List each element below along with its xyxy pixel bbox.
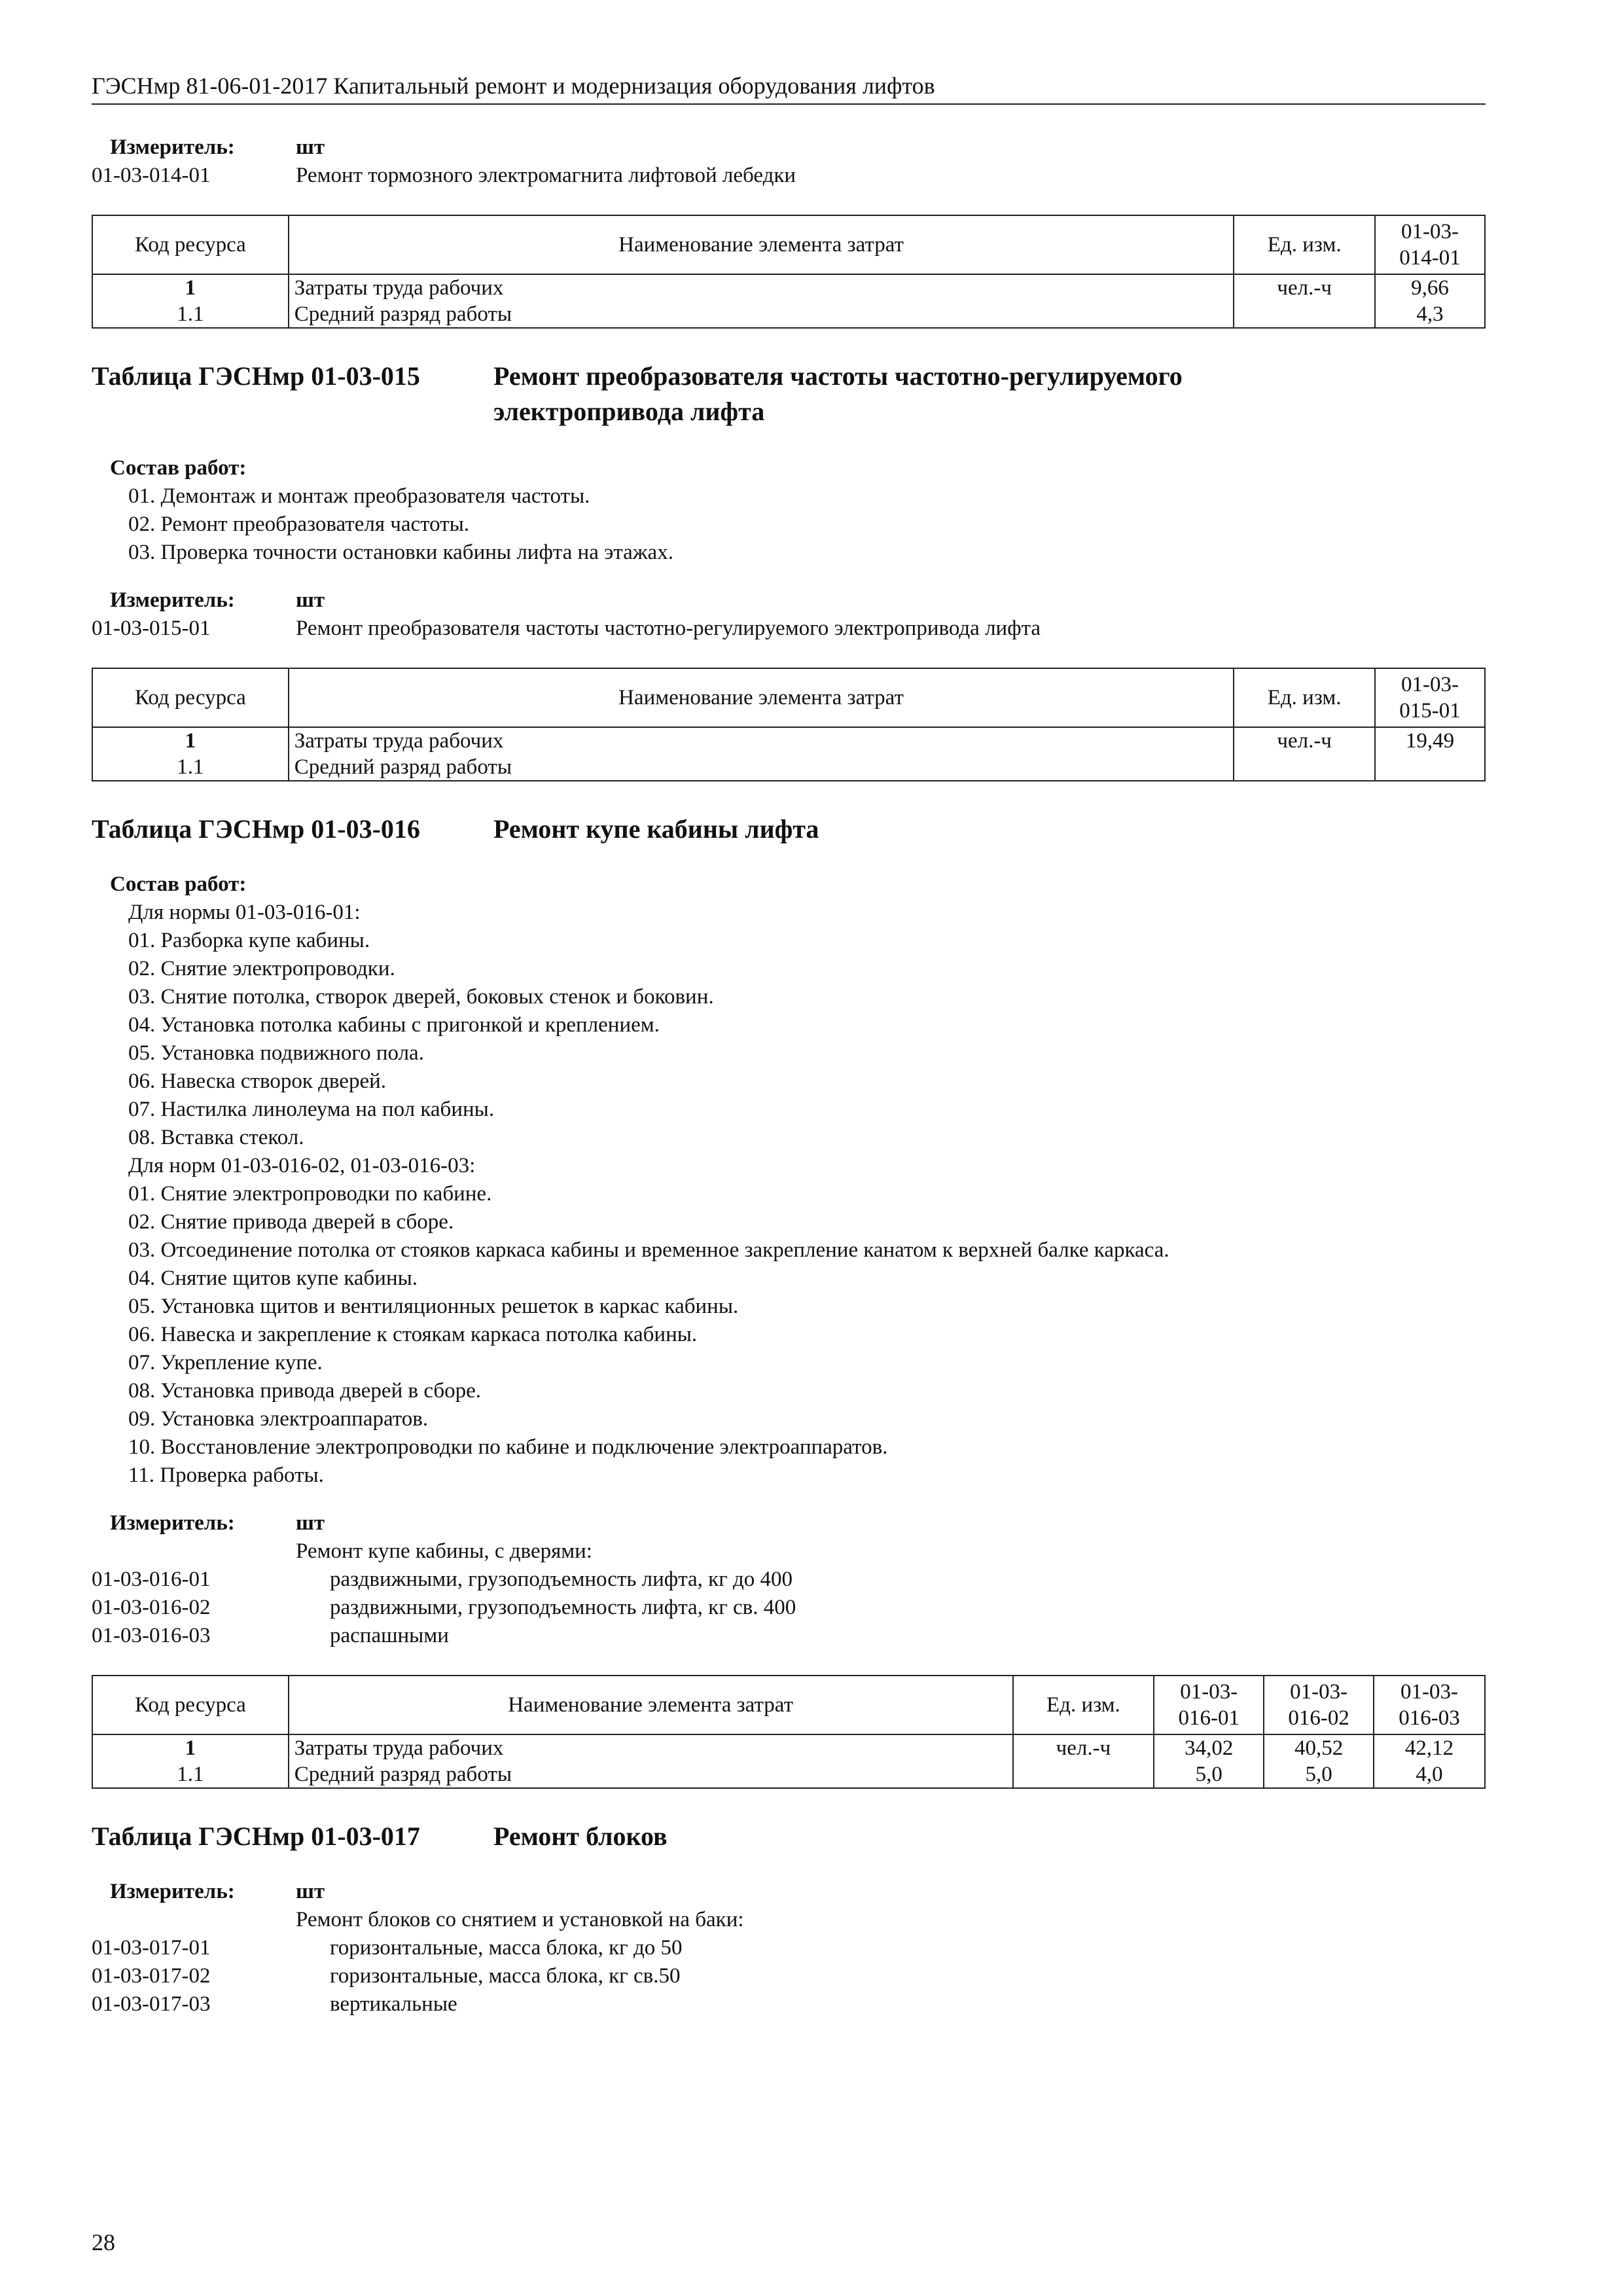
work-item: 03. Отсоединение потолка от стояков каркаса кабины и временное закрепление канатом к верхней балке каркаса.: [128, 1238, 1169, 1262]
table-header-row: [92, 215, 1485, 274]
col-unit-header: Ед. изм.: [1234, 215, 1375, 274]
work-item: 07. Настилка линолеума на пол кабины.: [128, 1098, 495, 1121]
measure-row: [92, 1509, 1486, 1537]
col-name-header: Наименование элемента затрат: [289, 1676, 1013, 1734]
group-row: [92, 1537, 1486, 1566]
cell-code: 1.1: [92, 301, 289, 328]
norm-description: горизонтальные, масса блока, кг св.50: [330, 1964, 681, 1988]
section-01-03-017: [92, 1819, 1486, 2018]
work-item: 10. Восстановление электропроводки по кабине и подключение электроаппаратов.: [128, 1435, 888, 1459]
measure-unit: шт: [296, 135, 325, 159]
work-composition-label: Состав работ:: [110, 456, 247, 480]
col-norm-header: 01-03- 014-01: [1375, 215, 1485, 274]
work-item: 08. Вставка стекол.: [128, 1126, 304, 1149]
work-item: 02. Снятие привода дверей в сборе.: [128, 1210, 454, 1234]
col-norm-header: [1264, 1676, 1374, 1734]
cell-name: Затраты труда рабочих: [289, 727, 1234, 754]
norm-description: раздвижными, грузоподъемность лифта, кг до 400: [330, 1568, 793, 1591]
measure-row: [92, 1878, 1486, 1906]
measure-unit: шт: [296, 1511, 325, 1535]
cell-value: [1375, 754, 1485, 781]
table-title: [92, 1819, 1486, 1854]
measure-label: Измеритель:: [110, 1880, 235, 1903]
table-number: Таблица ГЭСНмр 01-03-015: [92, 361, 420, 391]
col-norm-header: [1154, 1676, 1264, 1734]
resource-table-016: [92, 1675, 1486, 1789]
work-item: 07. Укрепление купе.: [128, 1351, 323, 1374]
norm-description: раздвижными, грузоподъемность лифта, кг св. 400: [330, 1596, 796, 1619]
col-norm-code-b: 016-01: [1178, 1706, 1240, 1730]
col-code-header: Код ресурса: [92, 668, 289, 727]
col-norm-code-b: 016-03: [1399, 1706, 1460, 1730]
col-norm-code-a: 01-03-: [1180, 1680, 1238, 1704]
cell-code: 1: [92, 274, 289, 301]
table-title: [92, 359, 1486, 429]
cell-unit: [1013, 1761, 1154, 1788]
work-item: 05. Установка подвижного пола.: [128, 1041, 424, 1065]
cell-unit: [1234, 301, 1375, 328]
cell-value: 9,66: [1375, 274, 1485, 301]
col-name-header: Наименование элемента затрат: [289, 668, 1234, 727]
table-row: [92, 754, 1485, 781]
resource-table-015: [92, 668, 1486, 781]
cell-value: 19,49: [1375, 727, 1485, 754]
work-item: Для нормы 01-03-016-01:: [128, 901, 361, 924]
table-row: [92, 301, 1485, 328]
measure-label: Измеритель:: [110, 588, 235, 612]
cell-unit: чел.-ч: [1234, 727, 1375, 754]
work-item: 01. Снятие электропроводки по кабине.: [128, 1182, 492, 1206]
cell-name: Средний разряд работы: [289, 301, 1234, 328]
table-name: Ремонт блоков: [493, 1821, 668, 1851]
table-title: [92, 812, 1486, 847]
norm-row: [92, 1622, 1486, 1650]
work-item: Для норм 01-03-016-02, 01-03-016-03:: [128, 1154, 476, 1177]
norm-description: Ремонт тормозного электромагнита лифтовой лебедки: [296, 164, 796, 187]
norm-row: [92, 615, 1486, 643]
col-code-header: Код ресурса: [92, 1676, 289, 1734]
table-row: [92, 274, 1485, 301]
col-unit-header: Ед. изм.: [1013, 1676, 1154, 1734]
cell-name: Затраты труда рабочих: [289, 274, 1234, 301]
section-01-03-015: [92, 359, 1486, 781]
norm-code: 01-03-016-03: [92, 1624, 211, 1647]
work-item: 06. Навеска створок дверей.: [128, 1069, 387, 1093]
cell-unit: чел.-ч: [1013, 1734, 1154, 1761]
table-header-row: [92, 1676, 1485, 1734]
col-name-header: Наименование элемента затрат: [289, 215, 1234, 274]
table-row: [92, 1761, 1485, 1788]
norm-row: [92, 1594, 1486, 1622]
cell-value: 4,3: [1375, 301, 1485, 328]
work-item: 11. Проверка работы.: [128, 1463, 324, 1487]
norm-code: 01-03-016-01: [92, 1568, 211, 1591]
group-row: [92, 1906, 1486, 1934]
cell-value: 40,52: [1264, 1734, 1374, 1761]
measure-unit: шт: [296, 1880, 325, 1903]
cell-unit: [1234, 754, 1375, 781]
table-row: [92, 1734, 1485, 1761]
work-item: 03. Проверка точности остановки кабины лифта на этажах.: [128, 541, 673, 564]
cell-value: 42,12: [1374, 1734, 1485, 1761]
table-number: Таблица ГЭСНмр 01-03-017: [92, 1821, 420, 1851]
cell-name: Средний разряд работы: [289, 1761, 1013, 1788]
col-norm-code-b: 016-02: [1288, 1706, 1349, 1730]
resource-table-014: [92, 215, 1486, 329]
section-01-03-016: [92, 812, 1486, 1789]
col-code-header: Код ресурса: [92, 215, 289, 274]
measure-label: Измеритель:: [110, 1511, 235, 1535]
norm-row: [92, 1990, 1486, 2018]
cell-value: 5,0: [1154, 1761, 1264, 1788]
group-description: Ремонт купе кабины, с дверями:: [296, 1539, 592, 1563]
norm-description: вертикальные: [330, 1992, 457, 2016]
norm-description: распашными: [330, 1624, 449, 1647]
work-item: 03. Снятие потолка, створок дверей, боковых стенок и боковин.: [128, 985, 714, 1009]
norm-code: 01-03-015-01: [92, 617, 211, 640]
table-header-row: [92, 668, 1485, 727]
work-item: 08. Установка привода дверей в сборе.: [128, 1379, 482, 1403]
col-norm-header: [1374, 1676, 1485, 1734]
norm-description: Ремонт преобразователя частоты частотно-регулируемого электропривода лифта: [296, 617, 1041, 640]
table-row: [92, 727, 1485, 754]
norm-list: [92, 1934, 1486, 2018]
cell-value: 5,0: [1264, 1761, 1374, 1788]
work-item: 06. Навеска и закрепление к стоякам каркаса потолка кабины.: [128, 1323, 698, 1346]
col-norm-code-a: 01-03-: [1290, 1680, 1348, 1704]
col-unit-header: Ед. изм.: [1234, 668, 1375, 727]
measure-label: Измеритель:: [110, 135, 235, 159]
norm-list: [92, 1566, 1486, 1650]
table-number: Таблица ГЭСНмр 01-03-016: [92, 814, 420, 844]
running-header: ГЭСНмр 81-06-01-2017 Капитальный ремонт и модернизация оборудования лифтов: [92, 72, 1486, 105]
work-item: 02. Ремонт преобразователя частоты.: [128, 512, 470, 536]
cell-code: 1: [92, 727, 289, 754]
measure-unit: шт: [296, 588, 325, 612]
cell-code: 1: [92, 1734, 289, 1761]
norm-code: 01-03-016-02: [92, 1596, 211, 1619]
norm-code: 01-03-017-02: [92, 1964, 211, 1988]
cell-value: 34,02: [1154, 1734, 1264, 1761]
norm-code: 01-03-014-01: [92, 164, 211, 187]
table-name: Ремонт преобразователя частоты частотно-регулируемого электропривода лифта: [493, 361, 1183, 426]
page: [92, 72, 1486, 2018]
work-composition-label: Состав работ:: [110, 872, 247, 896]
work-item: 04. Установка потолка кабины с пригонкой и креплением.: [128, 1013, 660, 1037]
norm-row: [92, 1962, 1486, 1990]
work-item: 01. Разборка купе кабины.: [128, 929, 370, 952]
norm-row: [92, 1566, 1486, 1594]
norm-code: 01-03-017-01: [92, 1936, 211, 1960]
norm-code: 01-03-017-03: [92, 1992, 211, 2016]
measure-row: [92, 586, 1486, 615]
norm-row: [92, 162, 1486, 190]
section-01-03-014: [92, 134, 1486, 329]
work-list: [92, 482, 1486, 567]
cell-name: Затраты труда рабочих: [289, 1734, 1013, 1761]
work-item: 04. Снятие щитов купе кабины.: [128, 1266, 418, 1290]
col-norm-header: 01-03- 015-01: [1375, 668, 1485, 727]
work-item: 01. Демонтаж и монтаж преобразователя частоты.: [128, 484, 590, 508]
norm-row: [92, 1934, 1486, 1962]
cell-code: 1.1: [92, 1761, 289, 1788]
table-name: Ремонт купе кабины лифта: [493, 814, 819, 844]
cell-value: 4,0: [1374, 1761, 1485, 1788]
cell-unit: чел.-ч: [1234, 274, 1375, 301]
page-number: 28: [92, 2229, 115, 2255]
cell-code: 1.1: [92, 754, 289, 781]
col-norm-code-a: 01-03-: [1400, 1680, 1459, 1704]
measure-row: [92, 134, 1486, 162]
work-list: [92, 899, 1486, 1490]
work-item: 05. Установка щитов и вентиляционных решеток в каркас кабины.: [128, 1295, 739, 1318]
group-description: Ремонт блоков со снятием и установкой на баки:: [296, 1908, 744, 1931]
work-item: 02. Снятие электропроводки.: [128, 957, 395, 980]
norm-description: горизонтальные, масса блока, кг до 50: [330, 1936, 683, 1960]
cell-name: Средний разряд работы: [289, 754, 1234, 781]
work-item: 09. Установка электроаппаратов.: [128, 1407, 429, 1431]
